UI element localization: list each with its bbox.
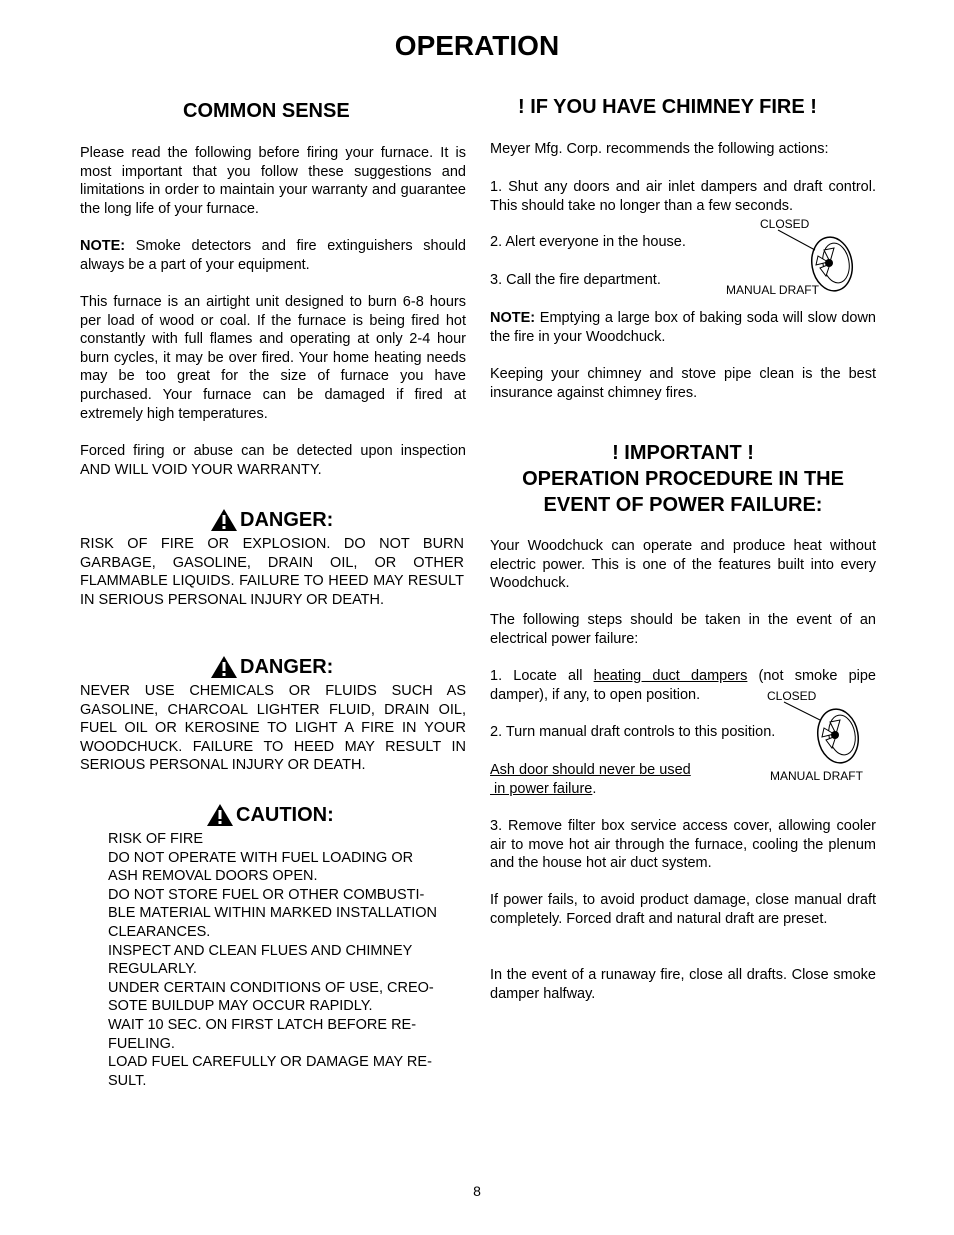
chimney-step-2: 2. Alert everyone in the house. [490,234,686,250]
danger-text-1: RISK OF FIRE OR EXPLOSION. DO NOT BURN GARBAGE, GASOLINE, DRAIN OIL, OR OTHER FLAMMABLE LIQUIDS. FAILURE TO HEED MAY RESULT IN SERIOUS PERSONAL INJURY OR DEATH. [80,536,464,608]
note-label: NOTE: [80,238,126,254]
caution-line: REGULARLY. [108,961,197,978]
manual-draft-label: MANUAL DRAFT [726,283,819,297]
common-sense-intro: Please read the following before firing your furnace. It is most important that you follow these suggestions and limitations in order to maintain your warranty and guarantee the long life of your furnace. [80,145,466,217]
manual-draft-label: MANUAL DRAFT [770,769,863,783]
ash-door-line: in power failure [490,780,593,797]
ash-door-line: Ash door should never be used [490,762,691,778]
page-number: 8 [473,1183,481,1199]
chimney-step-1: 1. Shut any doors and air inlet dampers and draft control. This should take no longer than a few seconds. [490,179,876,214]
caution-line: FUELING. [108,1035,175,1052]
note-label: NOTE: [490,310,536,326]
power-failure-steps-intro: The following steps should be taken in the event of an electrical power failure: [490,612,876,647]
caution-line: WAIT 10 SEC. ON FIRST LATCH BEFORE RE- [108,1016,417,1033]
ash-door-warning [490,761,691,798]
caution-list [108,830,478,1090]
manual-draft-diagram [772,700,872,770]
warning-triangle-icon [210,655,238,679]
procedure-heading-line: EVENT OF POWER FAILURE: [543,494,823,516]
caution-line: BLE MATERIAL WITHIN MARKED INSTALLATION [108,905,437,922]
power-failure-heading [490,440,876,518]
power-step-2: 2. Turn manual draft controls to this position. [490,724,776,740]
caution-line: SOTE BUILDUP MAY OCCUR RAPIDLY. [108,998,373,1015]
furnace-description: This furnace is an airtight unit designed to burn 6-8 hours per load of wood or coal. If the furnace is being fired hot constantly with full flames and operating at only 2-4 hour burn cycles, it may be over fired. Your home heating needs may be too great for the size of furnace you have purchased. Your furnace can be damaged if fired at extremely high temperatures. [80,294,466,422]
warning-triangle-icon [210,508,238,532]
caution-line: RISK OF FIRE [108,831,204,847]
common-sense-heading: COMMON SENSE [183,100,350,122]
chimney-fire-heading: ! IF YOU HAVE CHIMNEY FIRE ! [518,96,817,118]
manual-draft-diagram [770,228,870,298]
power-fails-paragraph: If power fails, to avoid product damage, close manual draft completely. Forced draft and natural draft are preset. [490,892,876,927]
chimney-step-3: 3. Call the fire department. [490,272,661,288]
danger-label-1: DANGER: [240,508,334,531]
chimney-note [490,309,876,346]
caution-line: DO NOT OPERATE WITH FUEL LOADING OR [108,849,414,866]
runaway-fire-paragraph: In the event of a runaway fire, close all drafts. Close smoke damper halfway. [490,967,876,1002]
important-heading: ! IMPORTANT ! [612,442,754,464]
note-text: Smoke detectors and fire extinguishers should always be a part of your equipment. [80,238,466,273]
power-step-3: 3. Remove filter box service access cover, allowing cooler air to move hot air through the furnace, cooling the plenum and the house hot air duct system. [490,818,876,872]
step-text: (not smoke pipe damper), if any, to open position. [490,668,876,703]
caution-line: ASH REMOVAL DOORS OPEN. [108,868,318,885]
step-text: 1. Locate all [490,668,594,684]
caution-line: DO NOT STORE FUEL OR OTHER COMBUSTI- [108,886,425,903]
procedure-heading-line: OPERATION PROCEDURE IN THE [522,468,844,490]
caution-line: INSPECT AND CLEAN FLUES AND CHIMNEY [108,942,413,959]
caution-heading [206,803,334,827]
caution-line: SULT. [108,1072,147,1089]
danger-heading-1 [210,508,333,532]
caution-line: CLEARANCES. [108,923,211,940]
common-sense-note [80,237,466,274]
note-text: Emptying a large box of baking soda will slow down the fire in your Woodchuck. [490,310,876,345]
chimney-closing: Keeping your chimney and stove pipe clean is the best insurance against chimney fires. [490,366,876,401]
caution-line: UNDER CERTAIN CONDITIONS OF USE, CREO- [108,979,434,996]
caution-line: LOAD FUEL CAREFULLY OR DAMAGE MAY RE- [108,1054,432,1071]
danger-label-2: DANGER: [240,655,334,678]
danger-text-2: NEVER USE CHEMICALS OR FLUIDS SUCH AS GASOLINE, CHARCOAL LIGHTER FLUID, DRAIN OIL, FUEL OIL OR KEROSINE TO LIGHT A FIRE IN YOUR WOODCHUCK. FAILURE TO HEED MAY RESULT IN SERIOUS PERSONAL INJURY OR DEATH. [80,683,466,774]
heading-duct-dampers-text: heating duct dampers [593,668,748,684]
caution-label: CAUTION: [236,803,334,826]
closed-label: CLOSED [760,217,810,231]
chimney-fire-intro: Meyer Mfg. Corp. recommends the following actions: [490,141,829,157]
power-failure-intro: Your Woodchuck can operate and produce heat without electric power. This is one of the features built into every Woodchuck. [490,538,876,592]
warning-triangle-icon [206,803,234,827]
period: . [592,780,597,797]
warranty-warning: Forced firing or abuse can be detected upon inspection AND WILL VOID YOUR WARRANTY. [80,443,466,478]
danger-heading-2 [210,655,333,679]
power-step-1 [490,667,876,704]
page-title: OPERATION [394,30,560,61]
closed-label: CLOSED [767,689,817,703]
